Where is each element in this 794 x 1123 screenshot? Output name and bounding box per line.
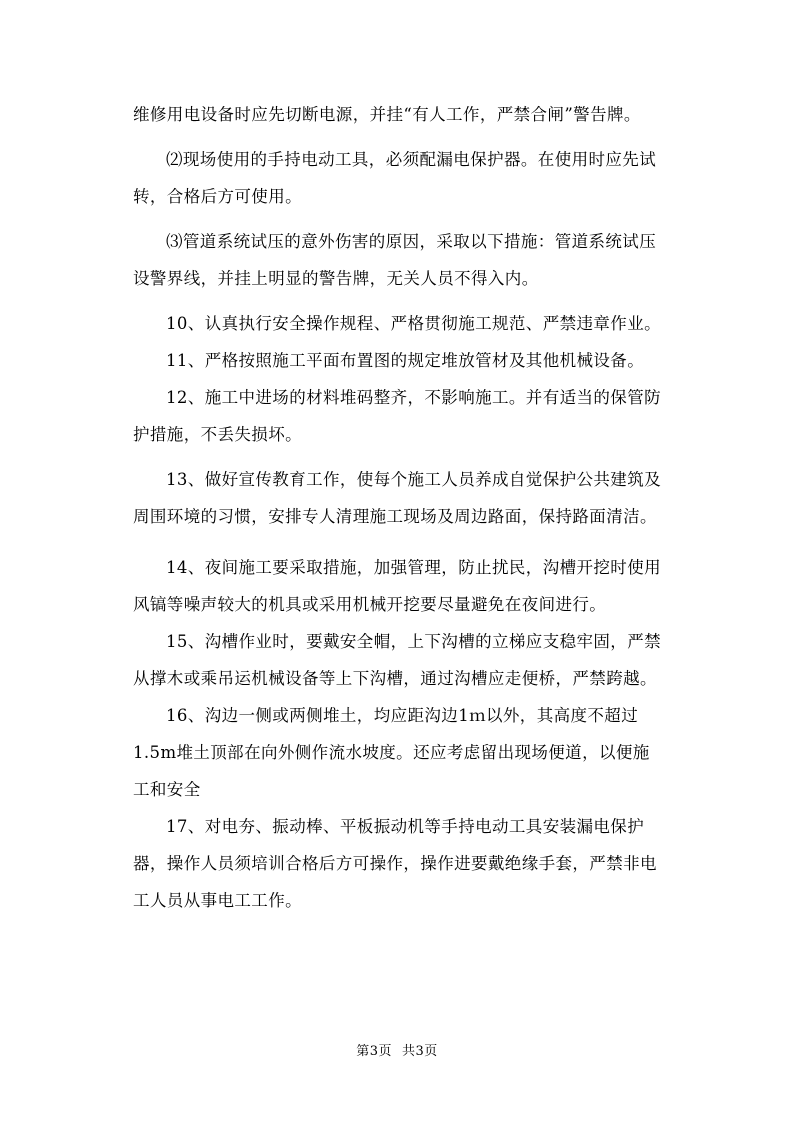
paragraph-item-11: 11、严格按照施工平面布置图的规定堆放管材及其他机械设备。 (166, 351, 645, 370)
paragraph-item-10: 10、认真执行安全操作规程、严格贯彻施工规范、严禁违章作业。 (166, 314, 661, 333)
paragraph-continued: 维修用电设备时应先切断电源，并挂“有人工作，严禁合闸”警告牌。 (133, 105, 641, 124)
paragraph-item-16: 16、沟边一侧或两侧堆土，均应距沟边1ｍ以外，其高度不超过1.5m堆土顶部在向外侧作流水坡度。还应考虑留出现场便道，以便施工和安全 (133, 706, 650, 799)
paragraph-item-15: 15、沟槽作业时，要戴安全帽，上下沟槽的立梯应支稳牢固，严禁从撑木或乘吊运机械设备等上下沟槽，通过沟槽应走便桥，严禁跨越。 (133, 632, 661, 688)
paragraph-item-3: ⑶管道系统试压的意外伤害的原因，采取以下措施：管道系统试压设警界线，并挂上明显的警告牌，无关人员不得入内。 (133, 232, 657, 288)
paragraph-item-14: 14、夜间施工要采取措施，加强管理，防止扰民，沟槽开挖时使用风镐等噪声较大的机具或采用机械开挖要尽量避免在夜间进行。 (133, 558, 661, 614)
paragraph-item-2: ⑵现场使用的手持电动工具，必须配漏电保护器。在使用时应先试转，合格后方可使用。 (133, 150, 657, 206)
page-total: 共3页 (402, 1044, 438, 1059)
paragraph-item-17: 17、对电夯、振动棒、平板振动机等手持电动工具安装漏电保护器，操作人员须培训合格后方可操作，操作进要戴绝缘手套，严禁非电工人员从事电工工作。 (133, 817, 657, 910)
page-number: 第3页 (356, 1044, 392, 1059)
paragraph-item-12: 12、施工中进场的材料堆码整齐，不影响施工。并有适当的保管防护措施，不丢失损坏。 (133, 388, 661, 444)
paragraph-item-13: 13、做好宣传教育工作，使每个施工人员养成自觉保护公共建筑及周围环境的习惯，安排专人清理施工现场及周边路面，保持路面清洁。 (133, 470, 661, 526)
document-body (133, 96, 663, 919)
page-footer (0, 1040, 794, 1059)
